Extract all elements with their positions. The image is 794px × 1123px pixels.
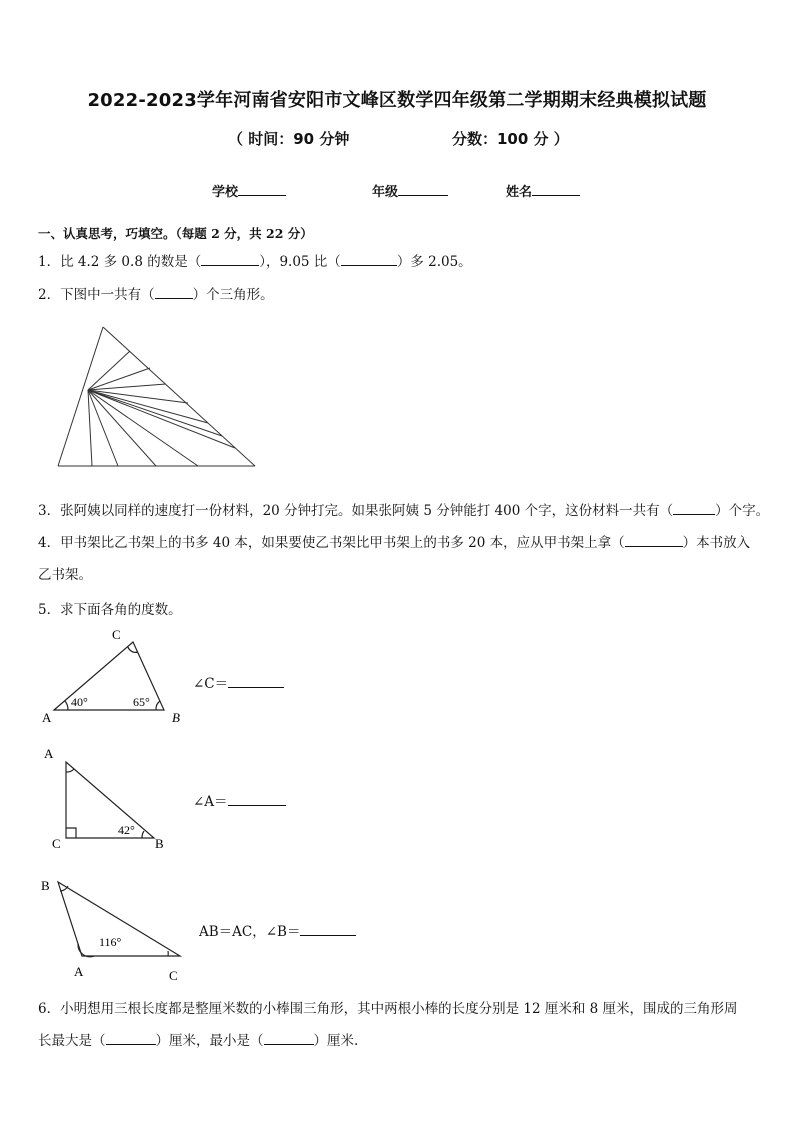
school-field: [212, 181, 286, 200]
q1-text-c: ）多 2.05。: [396, 254, 472, 270]
question-3: [38, 499, 769, 519]
q5-answer-1-blank[interactable]: [228, 674, 284, 688]
q5-answer-1-label: ∠C＝: [193, 676, 229, 692]
fig3-label-a: A: [74, 964, 84, 979]
question-6-line-1: 6．小明想用三根长度都是整厘米数的小棒围三角形，其中两根小棒的长度分别是 12 厘米和 8 厘米，围成的三角形周: [38, 1001, 738, 1017]
fig3-label-c: C: [169, 968, 178, 983]
q6-text-c: ）厘米.: [313, 1033, 359, 1049]
q5-answer-2-label: ∠A＝: [193, 794, 228, 810]
name-field: [506, 181, 580, 200]
fig2-arc-a: [66, 769, 74, 772]
school-label: 学校: [212, 185, 239, 200]
q4-text-b: ）本书放入: [682, 535, 751, 551]
fig1-label-c: C: [112, 627, 121, 642]
fig1-arc-a: [65, 701, 68, 710]
fig1-angle-a: 40°: [71, 695, 88, 709]
fig3-arc-b: [60, 886, 68, 891]
time-label: （ 时间：90 分钟: [228, 130, 350, 148]
question-5: 5．求下面各角的度数。: [38, 602, 182, 618]
section-1-heading: 一、认真思考，巧填空。（每题 2 分，共 22 分）: [38, 226, 313, 241]
question-4-line-1: [38, 531, 750, 551]
fig1-label-b: B: [172, 710, 180, 725]
q2-text-a: 2．下图中一共有（: [38, 287, 155, 303]
school-blank[interactable]: [238, 181, 286, 196]
q6-blank-2[interactable]: [264, 1031, 314, 1045]
q3-text-b: ）个字。: [715, 503, 770, 519]
name-blank[interactable]: [532, 181, 580, 196]
fig2-right-angle: [66, 828, 76, 838]
q4-text-a: 4．甲书架比乙书架上的书多 40 本，如果要使乙书架比甲书架上的书多 20 本，应从甲书架上拿（: [38, 535, 625, 551]
q1-blank-2[interactable]: [341, 252, 397, 266]
q2-text-b: ）个三角形。: [192, 287, 274, 303]
q5-figure-2: [38, 742, 198, 852]
fig1-angle-b: 65°: [133, 695, 150, 709]
question-4-line-2: 乙书架。: [38, 567, 92, 583]
page-title: 2022-2023学年河南省安阳市文峰区数学四年级第二学期期末经典模拟试题: [87, 90, 707, 111]
q1-text-a: 1．比 4.2 多 0.8 的数是（: [38, 254, 202, 270]
fig2-label-a: A: [44, 746, 54, 761]
grade-field: [372, 181, 448, 200]
score-label: 分数：100 分 ）: [452, 130, 569, 148]
fig2-fan-lines: [88, 351, 235, 466]
q5-answer-3: [199, 920, 356, 940]
q5-answer-1: [193, 672, 284, 692]
q1-blank-1[interactable]: [201, 252, 259, 266]
grade-label: 年级: [372, 185, 399, 200]
question-6-line-2: [38, 1029, 358, 1049]
q5-figure-3: [38, 874, 198, 984]
question-1: [38, 250, 472, 270]
question-2: [38, 283, 274, 303]
q3-text-a: 3．张阿姨以同样的速度打一份材料，20 分钟打完。如果张阿姨 5 分钟能打 400 个字，这份材料一共有（: [38, 503, 674, 519]
q2-triangle-figure: [48, 320, 308, 480]
q1-text-b: ），9.05 比（: [259, 254, 341, 270]
fig3-label-b: B: [41, 878, 50, 893]
fig3-angle-a: 116°: [99, 935, 122, 949]
q6-text-b: ）厘米，最小是（: [155, 1033, 264, 1049]
grade-blank[interactable]: [398, 181, 448, 196]
fig2-edge-right: [103, 327, 255, 466]
fig1-arc-b: [156, 701, 160, 710]
name-label: 姓名: [506, 185, 533, 200]
fig2-edge-left: [58, 327, 103, 466]
q5-answer-3-label: AB＝AC，∠B＝: [199, 924, 301, 940]
q2-blank[interactable]: [155, 285, 193, 299]
fig2-angle-b: 42°: [118, 823, 135, 837]
q5-figure-1: [38, 625, 198, 725]
q5-answer-3-blank[interactable]: [300, 922, 356, 936]
fig2-arc-b: [142, 831, 144, 838]
fig2-triangle: [66, 762, 154, 838]
fig2-label-b: B: [155, 836, 164, 851]
fig2-label-c: C: [52, 836, 61, 851]
q6-blank-1[interactable]: [106, 1031, 156, 1045]
q5-answer-2-blank[interactable]: [228, 792, 286, 806]
q5-answer-2: [193, 790, 286, 810]
q6-text-a: 长最大是（: [38, 1033, 106, 1049]
q3-blank[interactable]: [673, 501, 715, 515]
fig1-label-a: A: [42, 710, 52, 725]
q4-blank[interactable]: [625, 533, 683, 547]
